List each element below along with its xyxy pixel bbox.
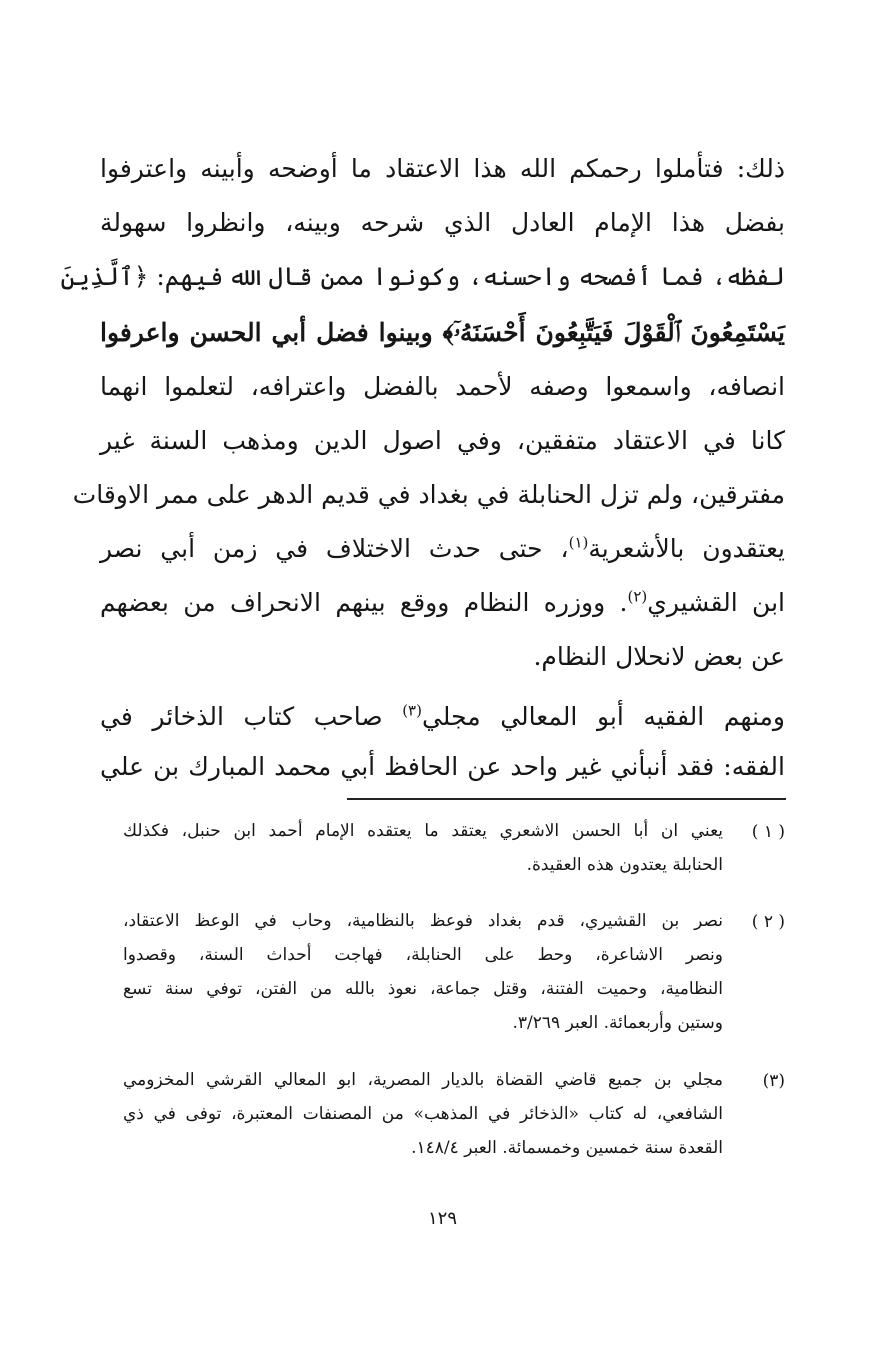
footnote-line: مجلي بن جميع قاضي القضاة بالديار المصرية، ابو المعالي القرشي المخزومي bbox=[123, 1070, 723, 1090]
main-text-segment: صاحب كتاب الذخائر في bbox=[100, 702, 403, 731]
footnote-line: النظامية، وحميت الفتنة، وقتل جماعة، نعوذ بالله من الفتن، توفي سنة تسع bbox=[123, 979, 723, 999]
main-text-line: كانا في الاعتقاد متفقين، وفي اصول الدين ومذهب السنة غير bbox=[100, 426, 785, 455]
footnote-number: (٣) bbox=[762, 1071, 785, 1091]
footnote-ref-1: (١) bbox=[568, 533, 589, 552]
footnote-line: الحنابلة يعتدون هذه العقيدة. bbox=[526, 855, 723, 875]
footnote-line: القعدة سنة خمسين وخمسمائة. العبر ١٤٨/٤. bbox=[411, 1138, 723, 1158]
footnote-ref-3: (٣) bbox=[402, 701, 422, 720]
footnote-ref-2: (٢) bbox=[627, 587, 648, 606]
main-text-line: انصافه، واسمعوا وصفه لأحمد بالفضل واعترافه، لتعلموا انهما bbox=[100, 372, 785, 401]
main-text-line: مفترقين، ولم تزل الحنابلة في بغداد في قديم الدهر على ممر الاوقات bbox=[72, 480, 785, 509]
main-text-line: عن بعض لانحلال النظام. bbox=[533, 642, 785, 671]
page-number: ١٢٩ bbox=[427, 1208, 457, 1229]
footnote-number: ( ٢ ) bbox=[751, 912, 785, 932]
footnote-line: يعني ان أبا الحسن الاشعري يعتقد ما يعتقده الإمام أحمد ابن حنبل، فكذلك bbox=[123, 821, 723, 841]
footnote-line: ونصر الاشاعرة، وحط على الحنابلة، فهاجت أحداث السنة، وقصدوا bbox=[123, 945, 723, 965]
footnote-number: ( ١ ) bbox=[751, 822, 785, 842]
main-text-segment: ابن القشيري bbox=[647, 588, 785, 617]
main-text-segment: يعتقدون بالأشعرية bbox=[588, 534, 785, 563]
main-text-line bbox=[100, 690, 785, 744]
main-text-line: ذلك: فتأملوا رحمكم الله هذا الاعتقاد ما أوضحه وأبينه واعترفوا bbox=[100, 154, 785, 183]
main-text-segment: ، حتى حدث الاختلاف في زمن أبي نصر bbox=[100, 534, 569, 563]
main-text-segment: . ووزره النظام ووقع بينهم الانحراف من بعضهم bbox=[100, 588, 628, 617]
main-text-line: لفظه، فما أفصحه واحسنه، وكونوا ممن قال الله فيهم: ﴿ٱلَّذِينَ bbox=[60, 262, 785, 291]
footnote-line: نصر بن القشيري، قدم بغداد فوعظ بالنظامية، وحاب في الوعظ الاعتقاد، bbox=[123, 911, 723, 931]
main-text-line bbox=[100, 522, 785, 576]
footnote-separator bbox=[347, 798, 786, 800]
footnote-line: وستين وأربعمائة. العبر ٣/٢٦٩. bbox=[512, 1013, 723, 1033]
main-text-segment: ومنهم الفقيه أبو المعالي مجلي bbox=[421, 702, 785, 731]
footnote-line: الشافعي، له كتاب «الذخائر في المذهب» من المصنفات المعتبرة، توفى في ذي bbox=[123, 1104, 723, 1124]
quran-verse-line: يَسْتَمِعُونَ ٱلْقَوْلَ فَيَتَّبِعُونَ أَحْسَنَهُۥٓ﴾ وبينوا فضل أبي الحسن واعرفوا bbox=[100, 318, 785, 347]
main-text-line bbox=[100, 576, 785, 630]
main-text-line: بفضل هذا الإمام العادل الذي شرحه وبينه، وانظروا سهولة bbox=[100, 208, 785, 237]
main-text-line: الفقه: فقد أنبأني غير واحد عن الحافظ أبي محمد المبارك بن علي bbox=[100, 752, 785, 781]
